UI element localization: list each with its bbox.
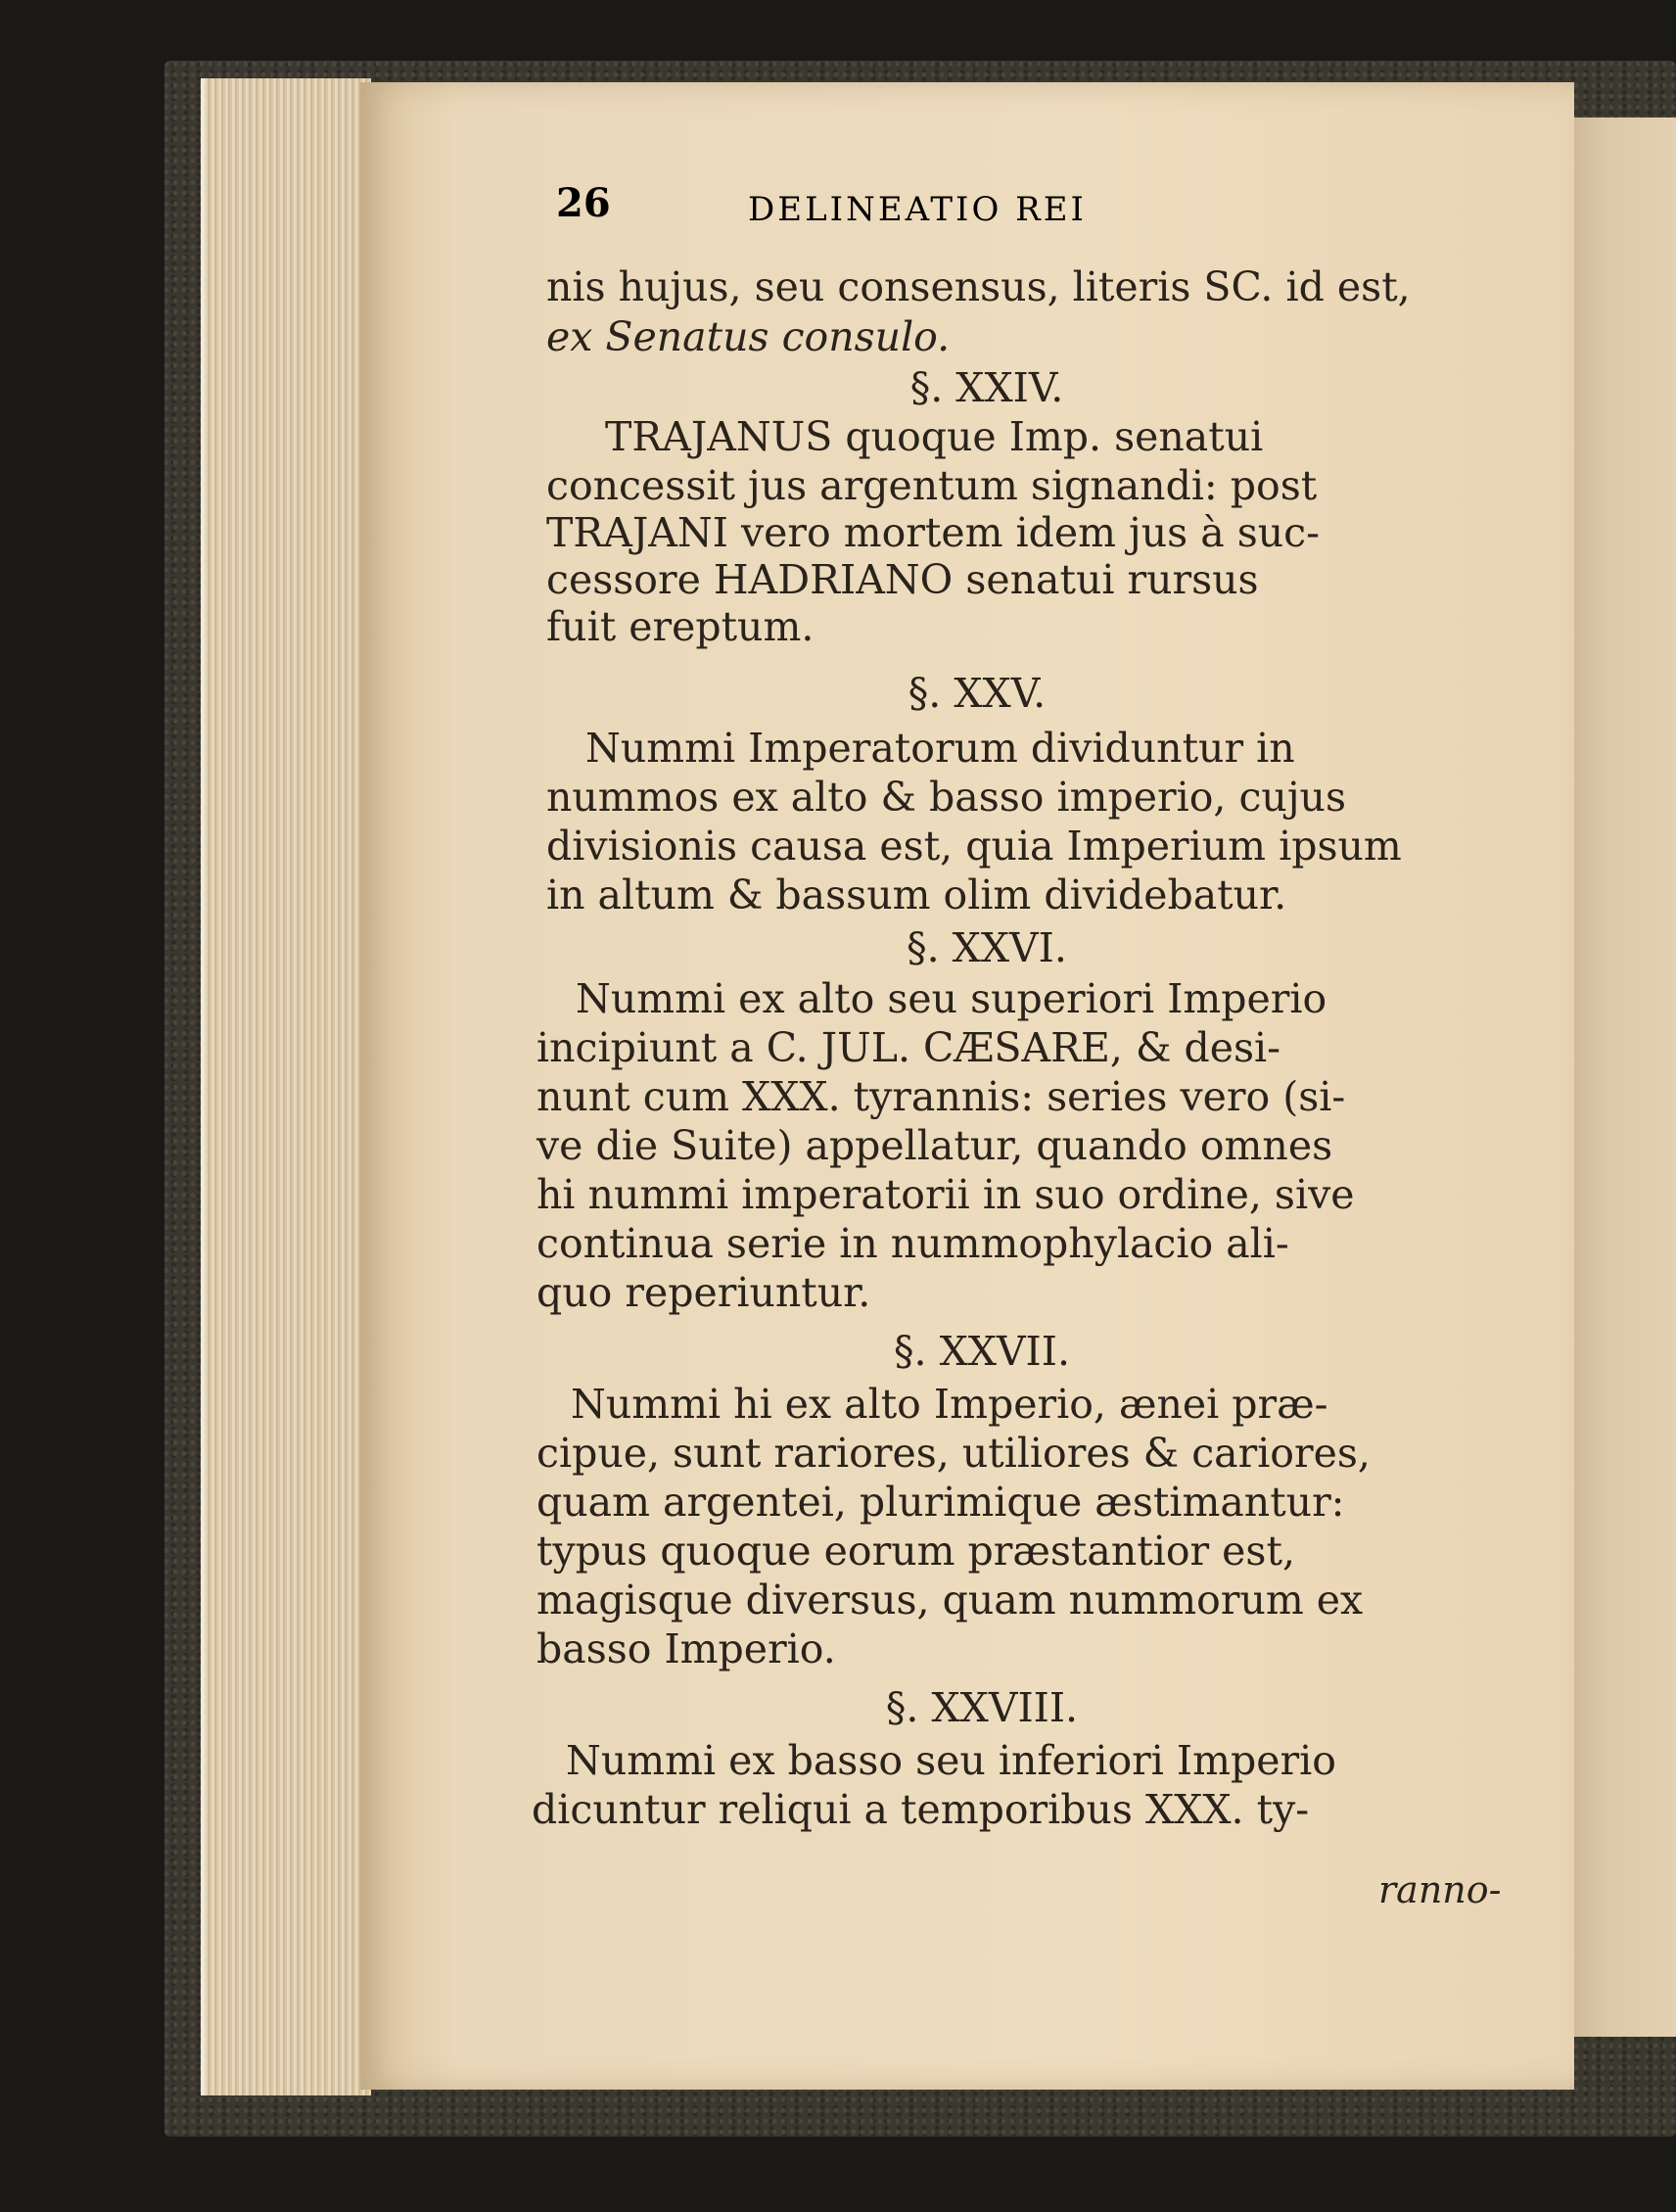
text-line: ex Senatus consulo. — [546, 313, 951, 360]
text-line: TRAJANUS quoque Imp. senatui — [605, 413, 1264, 460]
text-line: continua serie in nummophylacio ali- — [536, 1220, 1289, 1267]
text-line: incipiunt a C. JUL. CÆSARE, & desi- — [536, 1024, 1281, 1071]
page-edges — [201, 78, 371, 2095]
text-line: nis hujus, seu consensus, literis SC. id est, — [546, 263, 1411, 310]
text-line: TRAJANI vero mortem idem jus à suc- — [546, 509, 1320, 556]
running-title: DELINEATIO REI — [748, 190, 1087, 229]
section-heading: §. XXV. — [908, 670, 1047, 717]
text-line: divisionis causa est, quia Imperium ipsum — [546, 823, 1402, 870]
text-line: typus quoque eorum præstantior est, — [536, 1528, 1295, 1575]
text-line: magisque diversus, quam nummorum ex — [536, 1577, 1364, 1624]
text-line: cessore HADRIANO senatui rursus — [546, 556, 1259, 603]
text-line: Nummi Imperatorum dividuntur in — [585, 725, 1295, 772]
text-line: basso Imperio. — [536, 1625, 836, 1672]
text-line: concessit jus argentum signandi: post — [546, 462, 1318, 509]
section-heading: §. XXIV. — [909, 364, 1064, 411]
text-line: Nummi ex basso seu inferiori Imperio — [566, 1737, 1336, 1784]
text-line: Nummi ex alto seu superiori Imperio — [576, 975, 1327, 1022]
text-line: nummos ex alto & basso imperio, cujus — [546, 774, 1346, 821]
text-line: quo reperiuntur. — [536, 1269, 871, 1316]
catchword: ranno- — [1378, 1868, 1502, 1911]
section-heading: §. XXVII. — [894, 1328, 1070, 1375]
book-page — [360, 82, 1574, 2090]
text-line: cipue, sunt rariores, utiliores & cariores, — [536, 1430, 1371, 1477]
text-line: quam argentei, plurimique æstimantur: — [536, 1479, 1345, 1526]
text-line: ve die Suite) appellatur, quando omnes — [536, 1122, 1333, 1169]
section-heading: §. XXVIII. — [885, 1684, 1079, 1731]
page-number: 26 — [556, 180, 611, 226]
text-line: dicuntur reliqui a temporibus XXX. ty- — [532, 1786, 1310, 1833]
text-line: in altum & bassum olim dividebatur. — [546, 871, 1287, 918]
text-line: Nummi hi ex alto Imperio, ænei præ- — [571, 1381, 1328, 1428]
text-line: fuit ereptum. — [546, 603, 815, 650]
section-heading: §. XXVI. — [907, 924, 1067, 971]
text-line: hi nummi imperatorii in suo ordine, sive — [536, 1171, 1355, 1218]
text-line: nunt cum XXX. tyrannis: series vero (si- — [536, 1073, 1346, 1120]
